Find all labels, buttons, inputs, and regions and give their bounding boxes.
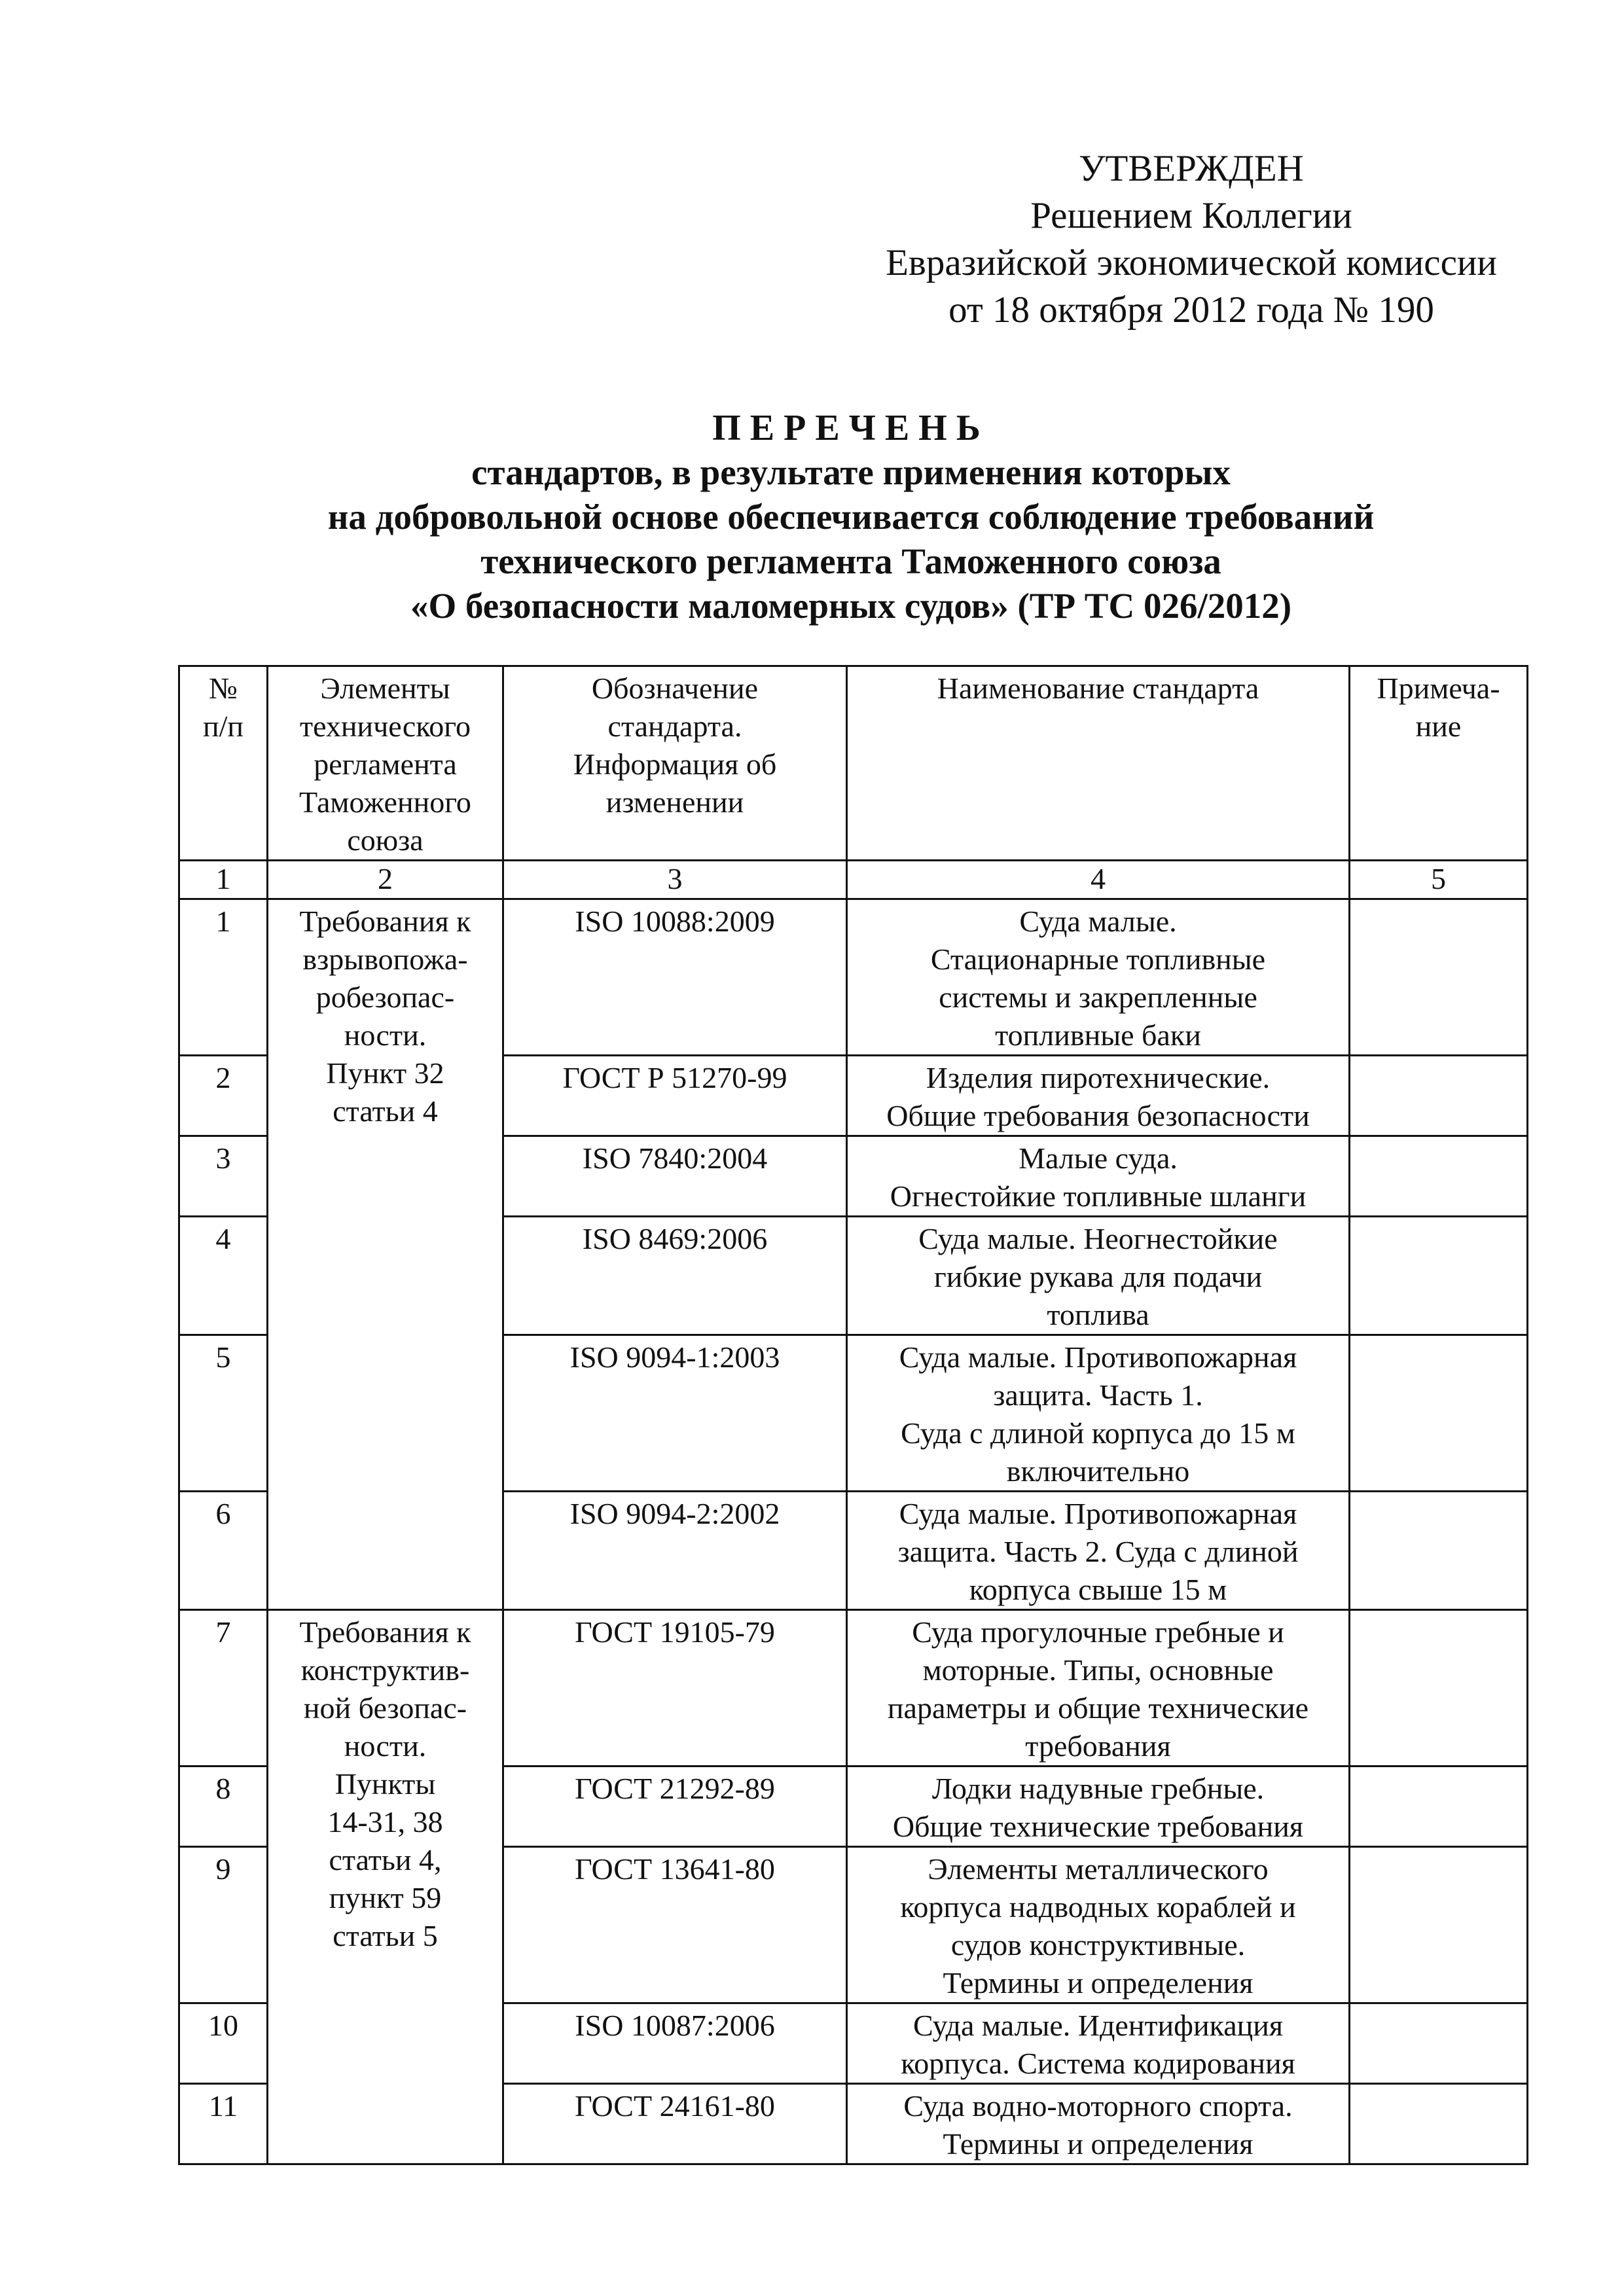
row-designation: ГОСТ 13641-80: [503, 1847, 847, 2003]
title-heading: ПЕРЕЧЕНЬ: [712, 408, 990, 448]
row-designation: ГОСТ Р 51270-99: [503, 1056, 847, 1136]
row-name: Суда водно-моторного спорта. Термины и определения: [847, 2084, 1350, 2164]
header-designation: Обозначение стандарта. Информация об изменении: [503, 666, 847, 861]
column-number: 2: [268, 861, 503, 899]
row-note: [1350, 1136, 1528, 1217]
row-name: Суда малые. Стационарные топливные системы и закрепленные топливные баки: [847, 899, 1350, 1056]
row-designation: ГОСТ 21292-89: [503, 1767, 847, 1847]
row-note: [1350, 1217, 1528, 1335]
approval-line-approved: УТВЕРЖДЕН: [1079, 148, 1304, 189]
row-name: Суда прогулочные гребные и моторные. Типы, основные параметры и общие технические требования: [847, 1610, 1350, 1767]
approval-line-decision: Решением Коллегии: [1030, 195, 1352, 236]
row-note: [1350, 2084, 1528, 2164]
title-line-2: на добровольной основе обеспечивается соблюдение требований: [327, 497, 1375, 537]
column-number: 3: [503, 861, 847, 899]
header-elements: Элементы технического регламента Таможенного союза: [268, 666, 503, 861]
row-name: Малые суда. Огнестойкие топливные шланги: [847, 1136, 1350, 1217]
row-designation: ISO 8469:2006: [503, 1217, 847, 1335]
row-designation: ISO 7840:2004: [503, 1136, 847, 1217]
title-line-4: «О безопасности маломерных судов» (ТР ТС 026/2012): [410, 586, 1292, 626]
row-num: 3: [179, 1136, 268, 1217]
row-num: 9: [179, 1847, 268, 2003]
row-note: [1350, 1335, 1528, 1492]
row-name: Лодки надувные гребные. Общие технические требования: [847, 1767, 1350, 1847]
row-name: Изделия пиротехнические. Общие требования безопасности: [847, 1056, 1350, 1136]
standards-table: [178, 665, 1528, 2165]
table-row: [179, 899, 1528, 1056]
header-name: Наименование стандарта: [847, 666, 1350, 861]
row-num: 5: [179, 1335, 268, 1492]
row-num: 7: [179, 1610, 268, 1767]
document-title: [157, 406, 1545, 628]
table-header-row: [179, 666, 1528, 861]
row-note: [1350, 1492, 1528, 1610]
column-number: 5: [1350, 861, 1528, 899]
row-name: Элементы металлического корпуса надводных кораблей и судов конструктивные. Термины и определения: [847, 1847, 1350, 2003]
row-note: [1350, 899, 1528, 1056]
group-element-structural-safety: Требования к конструктив- ной безопас- ности. Пункты 14-31, 38 статьи 4, пункт 59 статьи 5: [268, 1610, 503, 2164]
row-designation: ГОСТ 19105-79: [503, 1610, 847, 1767]
row-num: 4: [179, 1217, 268, 1335]
row-name: Суда малые. Противопожарная защита. Часть 1. Суда с длиной корпуса до 15 м включительно: [847, 1335, 1350, 1492]
row-note: [1350, 2003, 1528, 2084]
row-designation: ISO 10088:2009: [503, 899, 847, 1056]
row-note: [1350, 1056, 1528, 1136]
table-row: [179, 1610, 1528, 1767]
row-num: 10: [179, 2003, 268, 2084]
header-num: № п/п: [179, 666, 268, 861]
header-note: Примеча- ние: [1350, 666, 1528, 861]
approval-stamp: [812, 145, 1571, 334]
column-number-row: [179, 861, 1528, 899]
row-designation: ISO 9094-2:2002: [503, 1492, 847, 1610]
approval-line-date: от 18 октября 2012 года № 190: [948, 289, 1434, 331]
group-element-fire-safety: Требования к взрывопожа- робезопас- ности. Пункт 32 статьи 4: [268, 899, 503, 1610]
column-number: 1: [179, 861, 268, 899]
row-note: [1350, 1610, 1528, 1767]
row-designation: ISO 9094-1:2003: [503, 1335, 847, 1492]
row-designation: ГОСТ 24161-80: [503, 2084, 847, 2164]
row-num: 1: [179, 899, 268, 1056]
row-num: 2: [179, 1056, 268, 1136]
title-line-3: технического регламента Таможенного союза: [480, 541, 1221, 581]
row-num: 6: [179, 1492, 268, 1610]
row-name: Суда малые. Противопожарная защита. Часть 2. Суда с длиной корпуса свыше 15 м: [847, 1492, 1350, 1610]
row-note: [1350, 1847, 1528, 2003]
row-name: Суда малые. Неогнестойкие гибкие рукава для подачи топлива: [847, 1217, 1350, 1335]
row-note: [1350, 1767, 1528, 1847]
row-name: Суда малые. Идентификация корпуса. Система кодирования: [847, 2003, 1350, 2084]
row-designation: ISO 10087:2006: [503, 2003, 847, 2084]
row-num: 8: [179, 1767, 268, 1847]
title-line-1: стандартов, в результате применения которых: [471, 452, 1231, 492]
approval-line-commission: Евразийской экономической комиссии: [886, 242, 1497, 283]
column-number: 4: [847, 861, 1350, 899]
row-num: 11: [179, 2084, 268, 2164]
